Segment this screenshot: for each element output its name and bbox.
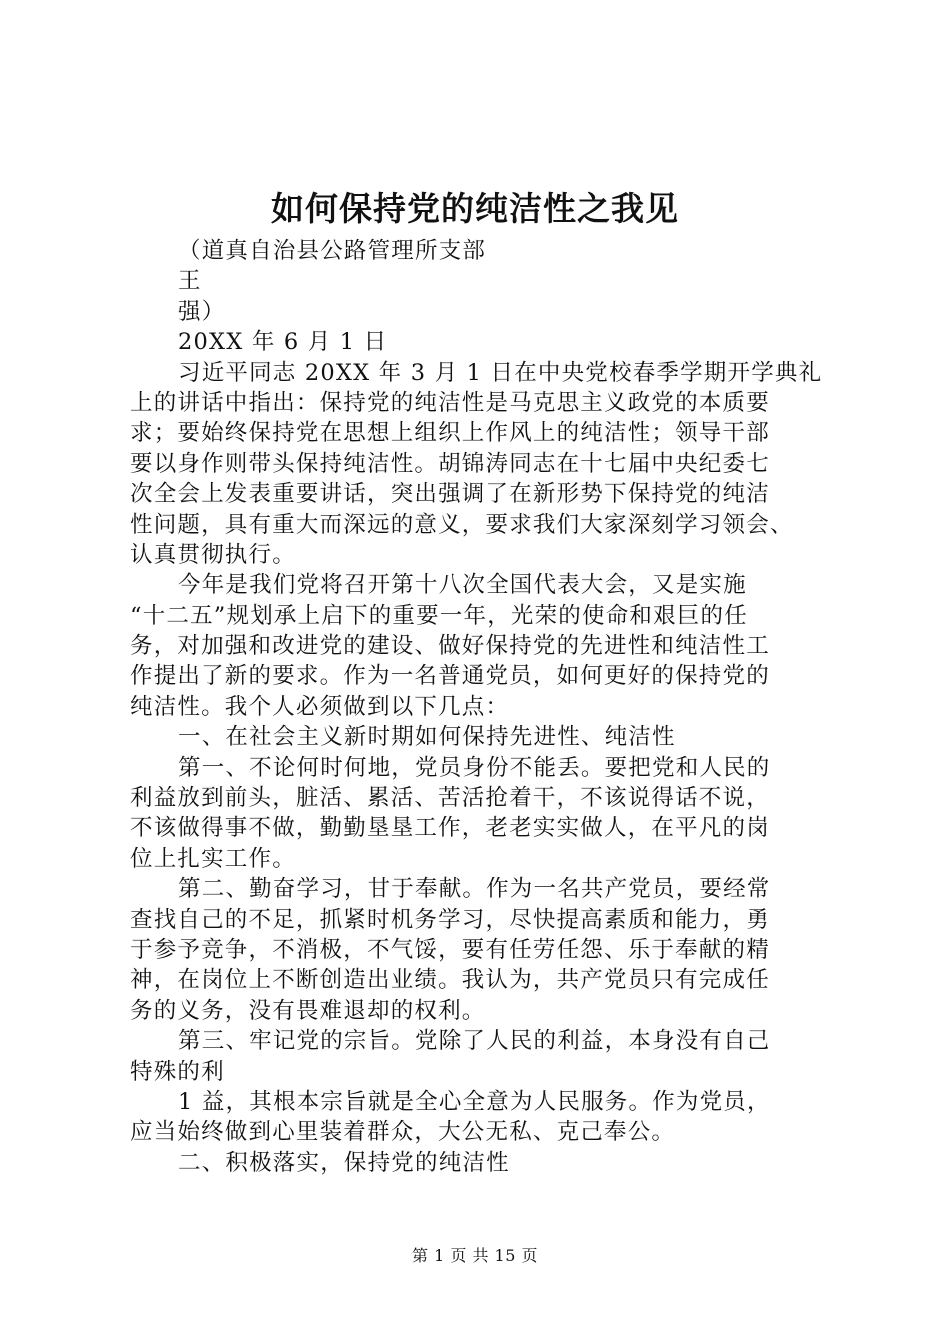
text-line: 特殊的利 [130, 1058, 225, 1085]
text-line: 要以身作则带头保持纯洁性。胡锦涛同志在十七届中央纪委七 [130, 450, 770, 477]
text-line: （道真自治县公路管理所支部 [178, 238, 487, 264]
document-title: 如何保持党的纯洁性之我见 [271, 189, 679, 228]
text-line: 性问题，具有重大而深远的意义，要求我们大家深刻学习领会、 [130, 511, 794, 538]
text-line: 查找自己的不足，抓紧时机务学习，尽快提高素质和能力，勇 [130, 906, 770, 933]
text-line: 求；要始终保持党在思想上组织上作风上的纯洁性；领导干部 [130, 420, 770, 447]
text-line: 作提出了新的要求。作为一名普通党员，如何更好的保持党的 [130, 663, 770, 690]
text-line: “十二五”规划承上启下的重要一年，光荣的使命和艰巨的任 [130, 602, 748, 629]
page-footer: 第 1 页 共 15 页 [412, 1246, 538, 1265]
text-line: 务的义务，没有畏难退却的权利。 [130, 997, 486, 1024]
text-line: 1 益，其根本宗旨就是全心全意为人民服务。作为党员， [178, 1088, 771, 1115]
text-line: 第一、不论何时何地，党员身份不能丢。要把党和人民的 [178, 754, 771, 781]
text-line: 上的讲话中指出：保持党的纯洁性是马克思主义政党的本质要 [130, 389, 770, 416]
text-line: 认真贯彻执行。 [130, 541, 296, 568]
text-line: 利益放到前头，脏活、累活、苦活抢着干，不该说得话不说， [130, 785, 770, 812]
text-line: 20XX 年 6 月 1 日 [178, 329, 388, 356]
document-body [130, 236, 830, 1178]
text-line: 纯洁性。我个人必须做到以下几点： [130, 693, 510, 720]
text-line: 王 [178, 268, 202, 295]
text-line: 二、积极落实，保持党的纯洁性 [178, 1149, 510, 1176]
text-line: 第三、牢记党的宗旨。党除了人民的利益，本身没有自己 [178, 1028, 771, 1055]
text-line: 于参予竞争，不消极，不气馁，要有任劳任怨、乐于奉献的精 [130, 936, 770, 963]
text-line: 第二、勤奋学习，甘于奉献。作为一名共产党员，要经常 [178, 876, 771, 903]
text-line: 应当始终做到心里装着群众，大公无私、克己奉公。 [130, 1119, 676, 1146]
text-line: 位上扎实工作。 [130, 845, 296, 872]
text-line: 习近平同志 20XX 年 3 月 1 日在中央党校春季学期开学典礼 [178, 359, 823, 386]
text-line: 一、在社会主义新时期如何保持先进性、纯洁性 [178, 724, 676, 751]
text-line: 不该做得事不做，勤勤垦垦工作，老老实实做人，在平凡的岗 [130, 815, 770, 842]
text-line: 务，对加强和改进党的建设、做好保持党的先进性和纯洁性工 [130, 633, 770, 660]
text-line: 次全会上发表重要讲话，突出强调了在新形势下保持党的纯洁 [130, 481, 770, 508]
text-line: 强） [178, 298, 226, 325]
text-line: 今年是我们党将召开第十八次全国代表大会，又是实施 [178, 572, 747, 599]
text-line: 神，在岗位上不断创造出业绩。我认为，共产党员只有完成任 [130, 967, 770, 994]
